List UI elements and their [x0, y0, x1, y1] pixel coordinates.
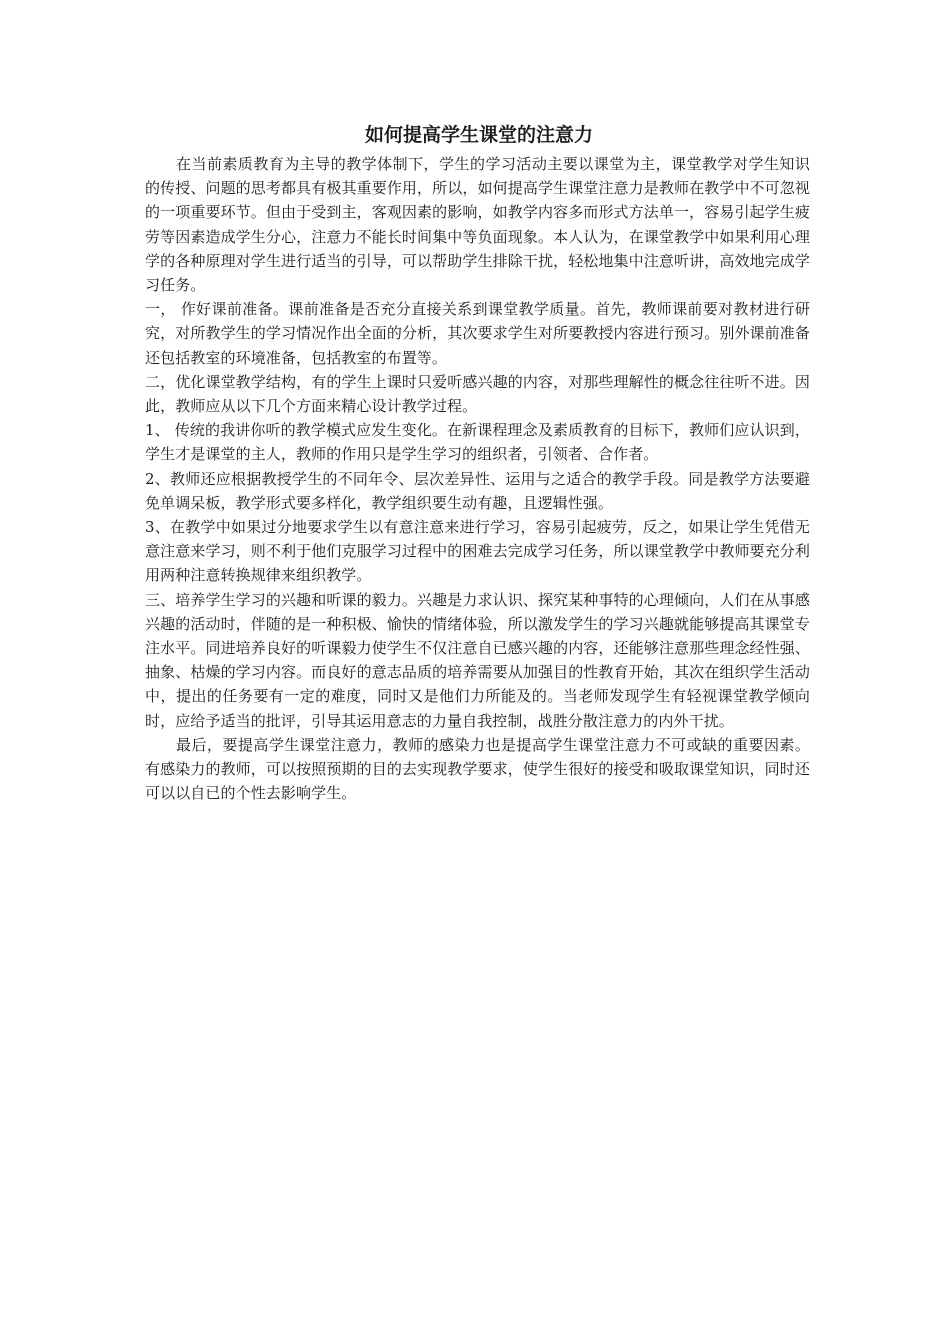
paragraph-section-3: 三、培养学生学习的兴趣和听课的毅力。兴趣是力求认识、探究某种事特的心理倾向，人们在从事感兴趣的活动时，伴随的是一种积极、愉快的情绪体验，所以激发学生的学习兴趣就能够提高其课堂专注水平。同进培养良好的听课毅力使学生不仅注意自已感兴趣的内容，还能够注意那些理念经性强、抽象、枯燥的学习内容。而良好的意志品质的培养需要从加强目的性教育开始，其次在组织学生活动中，提出的任务要有一定的难度，同时又是他们力所能及的。当老师发现学生有轻视课堂教学倾向时，应给予适当的批评，引导其运用意志的力量自我控制，战胜分散注意力的内外干扰。	[145, 590, 810, 730]
document-title: 如何提高学生课堂的注意力	[364, 124, 593, 146]
paragraph-section-1: 一， 作好课前准备。课前准备是否充分直接关系到课堂教学质量。首先，教师课前要对教材进行研究，对所教学生的学习情况作出全面的分析，其次要求学生对所要教授内容进行预习。别外课前准备还包括教室的环境准备，包括教室的布置等。	[145, 300, 810, 367]
paragraph-section-2: 二，优化课堂教学结构，有的学生上课时只爱听感兴趣的内容，对那些理解性的概念往往听不进。因此，教师应从以下几个方面来精心设计教学过程。	[145, 372, 810, 416]
document-page	[145, 118, 810, 805]
paragraph-conclusion: 最后，要提高学生课堂注意力，教师的感染力也是提高学生课堂注意力不可或缺的重要因素。有感染力的教师，可以按照预期的目的去实现教学要求，使学生很好的接受和吸取课堂知识，同时还可以以自已的个性去影响学生。	[145, 735, 810, 803]
paragraph-item-2: 2、教师还应根据教授学生的不同年令、层次差异性、运用与之适合的教学手段。同是教学方法要避免单调呆板，教学形式要多样化，教学组织要生动有趣，且逻辑性强。	[145, 469, 810, 512]
paragraph-item-3: 3、在教学中如果过分地要求学生以有意注意来进行学习，容易引起疲劳，反之，如果让学生凭借无意注意来学习，则不利于他们克服学习过程中的困难去完成学习任务，所以课堂教学中教师要充分利用两种注意转换规律来组织教学。	[145, 518, 810, 585]
paragraph-intro: 在当前素质教育为主导的教学体制下，学生的学习活动主要以课堂为主，课堂教学对学生知识的传授、问题的思考都具有极其重要作用，所以，如何提高学生课堂注意力是教师在教学中不可忽视的一项重要环节。但由于受到主，客观因素的影响，如教学内容多而形式方法单一，容易引起学生疲劳等因素造成学生分心，注意力不能长时间集中等负面现象。本人认为，在课堂教学中如果利用心理学的各种原理对学生进行适当的引导，可以帮助学生排除干扰，轻松地集中注意听讲，高效地完成学习任务。	[145, 155, 810, 295]
paragraph-item-1: 1、 传统的我讲你听的教学模式应发生变化。在新课程理念及素质教育的目标下，教师们应认识到，学生才是课堂的主人，教师的作用只是学生学习的组织者，引领者、合作者。	[145, 421, 810, 464]
